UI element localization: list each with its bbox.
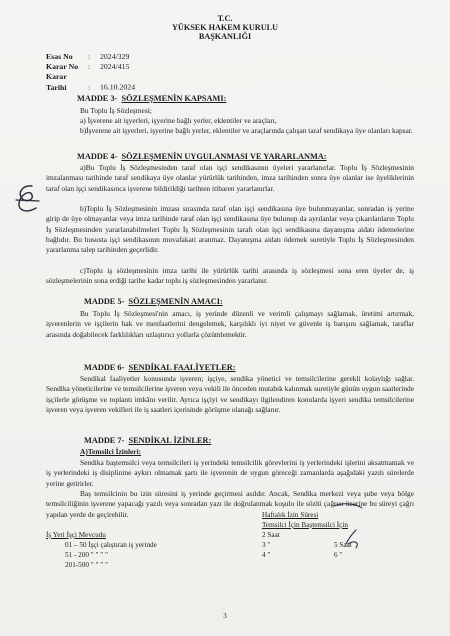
article-7-heading: MADDE 7- SENDİKAL İZİNLER: <box>84 436 212 445</box>
table-row-head-hours: 6 " <box>334 551 343 559</box>
header-institution: YÜKSEK HAKEM KURULU <box>172 23 278 32</box>
handwritten-pen-marks <box>326 500 396 570</box>
article-4-para-c: c)Toplu iş sözleşmesinin imza tarihi ile yürürlük tarihi arasında iş sözleşmesi sona eren üyeler de, iş sözleşmelerinin sona erdiği tarihe kadar toplu iş sözleşmesinden yararlanır. <box>46 266 414 286</box>
meta-value: 2024/329 <box>100 52 130 61</box>
meta-value: 16.10.2024 <box>100 82 136 92</box>
meta-label: Esas No <box>46 52 73 61</box>
page-number: 3 <box>223 612 227 620</box>
article-4-heading: MADDE 4- SÖZLEŞMENİN UYGULANMASI VE YARARLANMA: <box>77 152 327 161</box>
meta-esas-no: Esas No : 2024/329 <box>46 52 130 61</box>
table-row-range: 51 - 200 " " " " <box>65 551 108 559</box>
table-header-workforce: İş Yeri İşçi Mevcudu <box>46 531 106 539</box>
article-6-heading: MADDE 6- SENDİKAL FAALİYETLER: <box>84 363 236 372</box>
meta-label: Karar Tarihi <box>46 72 67 92</box>
header-presidency: BAŞKANLIĞI <box>198 32 252 41</box>
meta-value: 2024/415 <box>100 62 130 71</box>
meta-label: Karar No <box>46 62 79 71</box>
meta-karar-tarihi: Karar Tarihi : 16.10.2024 <box>46 72 136 92</box>
article-4-para-a: a)Bu Toplu İş Sözleşmesinden taraf olan işçi sendikasının üyeleri yararlanırlar. Toplu İş Sözleşmesinin imzalanması tarihinde taraf sendikaya üye olanlar yürürlük tarihinden, imza tarihinden sonra üye olanlar ise üyeliklerinin taraf olan işçi sendikasınca işverene bildirildiği tarihten itibaren yararlanırlar. <box>46 163 414 193</box>
table-row-range: 201-500 " " " " <box>65 561 108 569</box>
handwritten-signature-mark <box>12 183 42 217</box>
article-5-para: Bu Toplu İş Sözleşmesi'nin amacı, iş yerinde düzenli ve verimli çalışmayı sağlamak, üretimi artırmak, işverenlerin ve işçilerin hak ve menfaatlerini dengelemek, karşılıklı iyi niyet ve güvenle iş barışını sağlamak, taraflar arasında doğabilecek farklılıkları uzlaştırıcı yollarla çözümlemektir. <box>46 309 414 339</box>
table-row-rep-hours: 4 " <box>262 551 271 559</box>
table-header-weekly-leave: Haftalık İzin Süresi <box>262 511 319 519</box>
table-row-head-hours: 5 Saat <box>334 541 352 549</box>
meta-karar-no: Karar No : 2024/415 <box>46 62 130 71</box>
article-3-intro: Bu Toplu İş Sözleşmesi; <box>80 106 152 115</box>
article-7-para-2: Baş temsilcinin bu izin süresini iş yerinde geçirmesi asıldır. Ancak, Sendika merkezi veya şube veya bölge temsilciliğinin işverene yapacağı yazılı veya sonradan yazı ile doğrulanmak koşulu ile sözlü çağrısı üzerine bu süreyi çağrı yapılan yerde de geçirebilir. <box>46 489 414 519</box>
article-7-subheading: A)Temsilci İzinleri: <box>80 447 142 456</box>
article-3-item-b: b)İşverene ait işyerleri, işyerine bağlı yerler, eklentiler ve araçlarında çalışan taraf sendikaya üye olanları kapsar. <box>80 126 413 135</box>
article-4-para-b: b)Toplu İş Sözleşmesinin imzası sırasında taraf olan işçi sendikasına üye bulunmayanlar, sonradan iş yerine girip de üye olmayanlar veya imza tarihinde taraf olan işçi sendikasına üye bulunup da ayrılanlar veya çıkarılanların Toplu İş Sözleşmesinden yararlanabilmeleri Toplu İş Sözleşmesinin tarafı olan işçi sendikasına dayanışma aidatı ödemelerine bağlıdır. Bu hususta işçi sendikasının muvafakati aranmaz. Dayanışma aidatı ödemek suretiyle Toplu İş Sözleşmesinden yararlanma talep tarihinden geçerlidir. <box>46 204 414 255</box>
table-header-rep-types: Temsilci İçin Baştemsilci İçin <box>262 521 348 529</box>
table-row-range: 01 – 50 İşçi çalıştıran iş yerinde <box>65 541 157 549</box>
header-tc: T.C. <box>217 14 233 23</box>
article-7-para-1: Sendika baştemsilci veya temsilcileri iş yerindeki temsilcilik görevlerini iş yerlerindeki işlerini aksatmamak ve iş yerlerindeki iş disiplinine aykırı olmamak şartı ile işverenin de uygun göreceği zamanlarda aşağıdaki yazılı sürelerde yerine getirirler. <box>46 458 414 488</box>
article-3-heading: MADDE 3- SÖZLEŞMENİN KAPSAMI: <box>77 94 227 103</box>
table-row-rep-hours: 3 " <box>262 541 271 549</box>
article-3-item-a: a) İşverene ait işyerleri, işyerine bağlı yerler, eklentiler ve araçları, <box>80 116 277 125</box>
article-5-heading: MADDE 5- SÖZLEŞMENİN AMACI: <box>84 297 223 306</box>
table-row-rep-hours: 2 Saat <box>262 531 280 539</box>
article-6-para: Sendikal faaliyetler konusunda işveren; işçiye, sendika yönetici ve temsilcilerine gerekli kolaylığı sağlar. Sendika yöneticilerine ve temsilcilerine işveren veya vekili ile önceden mutabık kalınmak suretiyle günün uygun saatlerinde işçilerle görüşme ve toplantı imkânı verilir. Ayrıca işçiyi ve sendikayı ilgilendiren konularda işyeri sendika temsilcilerine işveren veya işveren vekilleri ile iş saatleri içerisinde görüşme olanağı sağlanır. <box>46 374 414 414</box>
